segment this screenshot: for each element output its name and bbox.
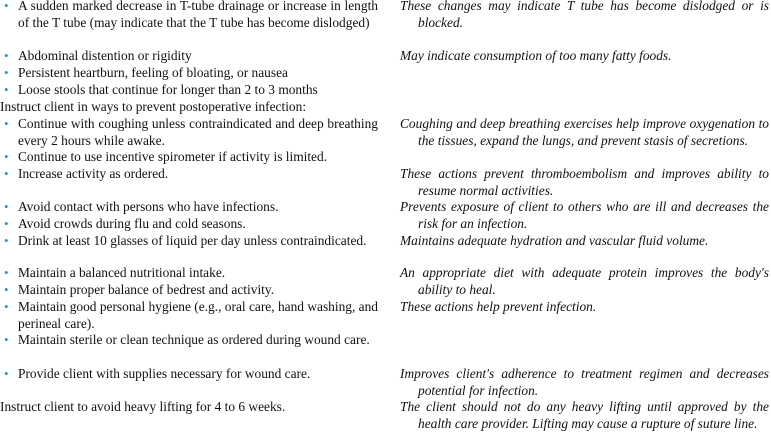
list-item: [0, 149, 378, 166]
intervention-text: • Maintain proper balance of bedrest and activity.: [18, 282, 275, 297]
rationale-text: May indicate consumption of too many fatty foods.: [400, 48, 672, 63]
intervention-text: • Provide client with supplies necessary for wound care.: [18, 366, 311, 381]
list-item: [0, 166, 378, 183]
intervention-text: • A sudden marked decrease in T-tube drainage or increase in length of the T tube (may indicate that the T tube has become dislodged): [18, 0, 378, 30]
list-item: [0, 332, 378, 349]
rationale-text: Improves client's adherence to treatment regimen and decreases potential for infection.: [400, 366, 769, 398]
rationale-text: These actions prevent thromboembolism and improves ability to resume normal activities.: [400, 166, 769, 198]
intervention-text: • Increase activity as ordered.: [18, 166, 169, 181]
list-item: [0, 199, 378, 216]
rationale-text: Maintains adequate hydration and vascular fluid volume.: [400, 233, 709, 248]
intervention-text: • Loose stools that continue for longer than 2 to 3 months: [18, 82, 318, 97]
intervention-text: • Avoid contact with persons who have infections.: [18, 199, 279, 214]
intervention-text: • Continue to use incentive spirometer if activity is limited.: [18, 149, 328, 164]
list-item: [0, 65, 378, 82]
intervention-text: • Maintain sterile or clean technique as ordered during wound care.: [18, 332, 370, 347]
rationale-text: Prevents exposure of client to others who are ill and decreases the risk for an infection.: [400, 199, 769, 231]
intervention-text: • Abdominal distention or rigidity: [18, 48, 192, 63]
list-item: [0, 116, 378, 150]
rationale-text: The client should not do any heavy lifting until approved by the health care provider. Lifting may cause a rupture of suture line.: [400, 399, 769, 431]
intervention-text: • Avoid crowds during flu and cold seasons.: [18, 216, 246, 231]
intervention-text: • Continue with coughing unless contraindicated and deep breathing every 2 hours while awake.: [18, 116, 378, 148]
section-heading: Instruct client in ways to prevent postoperative infection:: [0, 99, 307, 114]
intervention-text: • Persistent heartburn, feeling of bloating, or nausea: [18, 65, 288, 80]
list-item: [0, 0, 378, 32]
list-item: [0, 282, 378, 299]
rationale-text: These actions help prevent infection.: [400, 299, 597, 314]
list-item: [0, 265, 378, 282]
list-item: [0, 216, 378, 233]
intervention-text: • Drink at least 10 glasses of liquid per day unless contraindicated.: [18, 233, 367, 248]
list-item: [0, 48, 378, 65]
rationale-text: Coughing and deep breathing exercises help improve oxygenation to the tissues, expand the lungs, and prevent stasis of secretions.: [400, 116, 769, 148]
rationale-text: An appropriate diet with adequate protein improves the body's ability to heal.: [400, 265, 769, 297]
list-item: [0, 366, 378, 383]
rationale-text: These changes may indicate T tube has become dislodged or is blocked.: [400, 0, 769, 30]
intervention-text: • Maintain a balanced nutritional intake.: [18, 265, 226, 280]
list-item: [0, 299, 378, 333]
list-item: [0, 82, 378, 99]
intervention-text: • Maintain good personal hygiene (e.g., oral care, hand washing, and perineal care).: [18, 299, 378, 331]
instruction-text: Instruct client to avoid heavy lifting for 4 to 6 weeks.: [0, 399, 286, 414]
list-item: [0, 233, 378, 250]
